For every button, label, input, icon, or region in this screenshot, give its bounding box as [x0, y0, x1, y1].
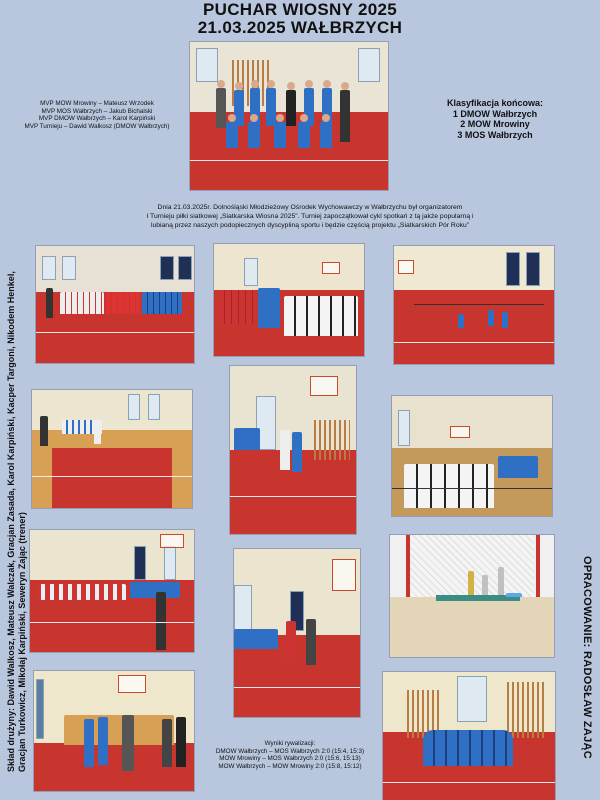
match-results	[200, 740, 380, 770]
result-line: MOW Mrowiny – MOS Wałbrzych 2:0 (15:6, 15:13)	[219, 755, 361, 763]
final-classification	[405, 98, 585, 140]
page-title: PUCHAR WIOSNY 2025	[202, 0, 398, 19]
photo-hall-side	[230, 366, 356, 534]
classification-place: 3 MOS Wałbrzych	[457, 129, 533, 140]
author-credit: OPRACOWANIE: RADOSŁAW ZAJĄC	[581, 556, 593, 760]
mvp-entry: MVP MOW Mrowiny – Mateusz Wrzodek	[40, 100, 154, 107]
photo-team-award	[190, 42, 388, 190]
photo-team-celebration	[383, 672, 555, 800]
description-line: I Turnieju piłki siatkowej „Siatkarska Wiosna 2025”. Turniej zapoczątkował cykl spotkań z tą jakże popularną i	[146, 213, 474, 220]
mvp-entry: MVP DMOW Wałbrzych – Karol Karpiński	[38, 115, 156, 123]
page-subtitle: 21.03.2025 WAŁBRZYCH	[197, 18, 403, 37]
result-line: MOW Wałbrzych – MOW Mrowiny 2:0 (15:8, 15:12)	[218, 762, 362, 770]
team-roster-line: Gracjan Turkowicz, Mikołaj Karpiński, Seweryn Zając (trener)	[17, 512, 27, 772]
description-line: lubianą przez naszych podopiecznych dyscypliną sportu i będzie częścią projektu „Siatkarskich Pór Roku”	[150, 222, 470, 229]
result-line: DMOW Wałbrzych – MOS Wałbrzych 2:0 (15:4, 15:3)	[215, 747, 365, 755]
photo-gym-lights	[32, 390, 192, 508]
photo-match-play	[394, 246, 554, 364]
event-description	[40, 203, 580, 230]
team-roster-line: Skład drużyny: Dawid Walkosz, Mateusz Walczak, Gracjan Zasada, Karol Karpiński, Kacper Targoni, Nikodem Henkel,	[6, 271, 16, 772]
classification-place: 2 MOW Mrowiny	[460, 119, 530, 129]
mvp-entry: MVP MOS Wałbrzych – Jakub Bichalski	[41, 107, 153, 115]
photo-teams-lined-up	[214, 244, 364, 356]
description-line: Dnia 21.03.2025r. Dolnośląski Młodzieżowy Ośrodek Wychowawczy w Wałbrzychu był organizatorem	[157, 204, 463, 211]
photo-award-presentation	[30, 530, 194, 652]
mvp-entry: MVP Turnieju – Dawid Walkosz (DMOW Wałbrzych)	[24, 122, 170, 130]
photo-lineup-gym	[36, 246, 194, 363]
photo-trophies-table	[390, 535, 554, 657]
photo-group-with-coaches	[34, 671, 194, 791]
photo-players-shaking-hands	[392, 396, 552, 516]
photo-coach-diplomas	[234, 549, 360, 717]
team-roster	[6, 271, 28, 772]
classification-place: 1 DMOW Wałbrzych	[452, 108, 538, 119]
classification-heading: Klasyfikacja końcowa:	[446, 98, 544, 108]
results-heading: Wyniki rywalizacji:	[264, 740, 316, 747]
mvp-list	[8, 100, 186, 130]
